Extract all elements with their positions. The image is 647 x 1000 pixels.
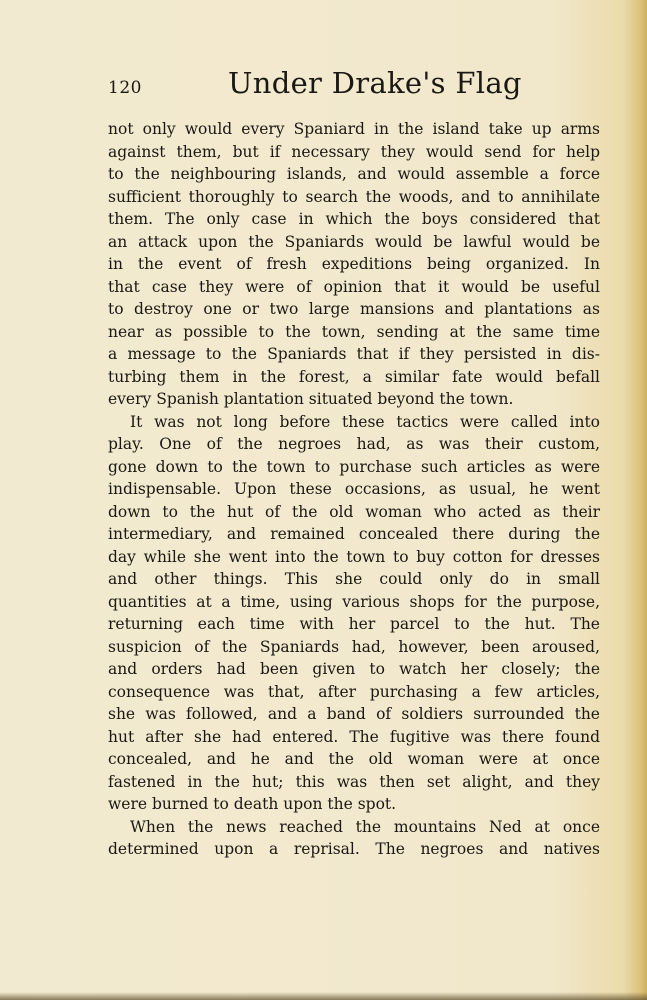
text-line: not only would every Spaniard in the island take up arms: [108, 120, 600, 138]
text-line: turbing them in the forest, a similar fate would befall: [108, 367, 600, 386]
text-line: quantities at a time, using various shops for the purpose,: [108, 592, 600, 611]
text-line: It was not long before these tactics were called into: [130, 412, 600, 431]
page-header: [108, 66, 600, 106]
text-line: concealed, and he and the old woman were at once: [108, 750, 600, 768]
text-line: determined upon a reprisal. The negroes and natives: [108, 840, 600, 858]
text-line: them. The only case in which the boys considered that: [108, 210, 600, 228]
body-text: [108, 118, 600, 861]
text-line: day while she went into the town to buy cotton for dresses: [108, 547, 600, 566]
text-line: a message to the Spaniards that if they persisted in dis-: [108, 345, 600, 363]
text-line: indispensable. Upon these occasions, as usual, he went: [108, 480, 600, 498]
page-edge-shadow: [625, 0, 647, 1000]
text-line: hut after she had entered. The fugitive was there found: [108, 727, 600, 746]
text-line: near as possible to the town, sending at the same time: [108, 322, 600, 341]
text-line: fastened in the hut; this was then set alight, and they: [108, 772, 600, 791]
text-line: sufficient thoroughly to search the woods, and to annihilate: [108, 187, 600, 206]
text-line: every Spanish plantation situated beyond the town.: [108, 390, 514, 408]
page-number: 120: [108, 78, 142, 98]
text-line: returning each time with her parcel to the hut. The: [108, 615, 600, 633]
text-line: were burned to death upon the spot.: [108, 795, 397, 813]
running-title: Under Drake's Flag: [228, 66, 522, 100]
text-line: that case they were of opinion that it would be useful: [108, 277, 600, 296]
text-line: to the neighbouring islands, and would assemble a force: [108, 165, 600, 183]
text-line: suspicion of the Spaniards had, however, been aroused,: [108, 637, 600, 656]
text-line: against them, but if necessary they would send for help: [108, 142, 600, 161]
text-line: and other things. This she could only do in small: [108, 570, 600, 588]
text-line: consequence was that, after purchasing a few articles,: [108, 682, 600, 701]
text-line: in the event of fresh expeditions being organized. In: [108, 255, 600, 273]
text-line: down to the hut of the old woman who acted as their: [108, 502, 600, 521]
text-line: gone down to the town to purchase such articles as were: [108, 457, 600, 476]
text-line: When the news reached the mountains Ned at once: [130, 817, 600, 836]
text-line: play. One of the negroes had, as was their custom,: [108, 435, 600, 453]
text-line: an attack upon the Spaniards would be lawful would be: [108, 232, 600, 251]
text-line: she was followed, and a band of soldiers surrounded the: [108, 705, 600, 723]
page-bottom-shadow: [0, 992, 647, 1000]
text-line: to destroy one or two large mansions and plantations as: [108, 300, 600, 318]
text-line: and orders had been given to watch her closely; the: [108, 660, 600, 678]
text-line: intermediary, and remained concealed there during the: [108, 525, 600, 543]
